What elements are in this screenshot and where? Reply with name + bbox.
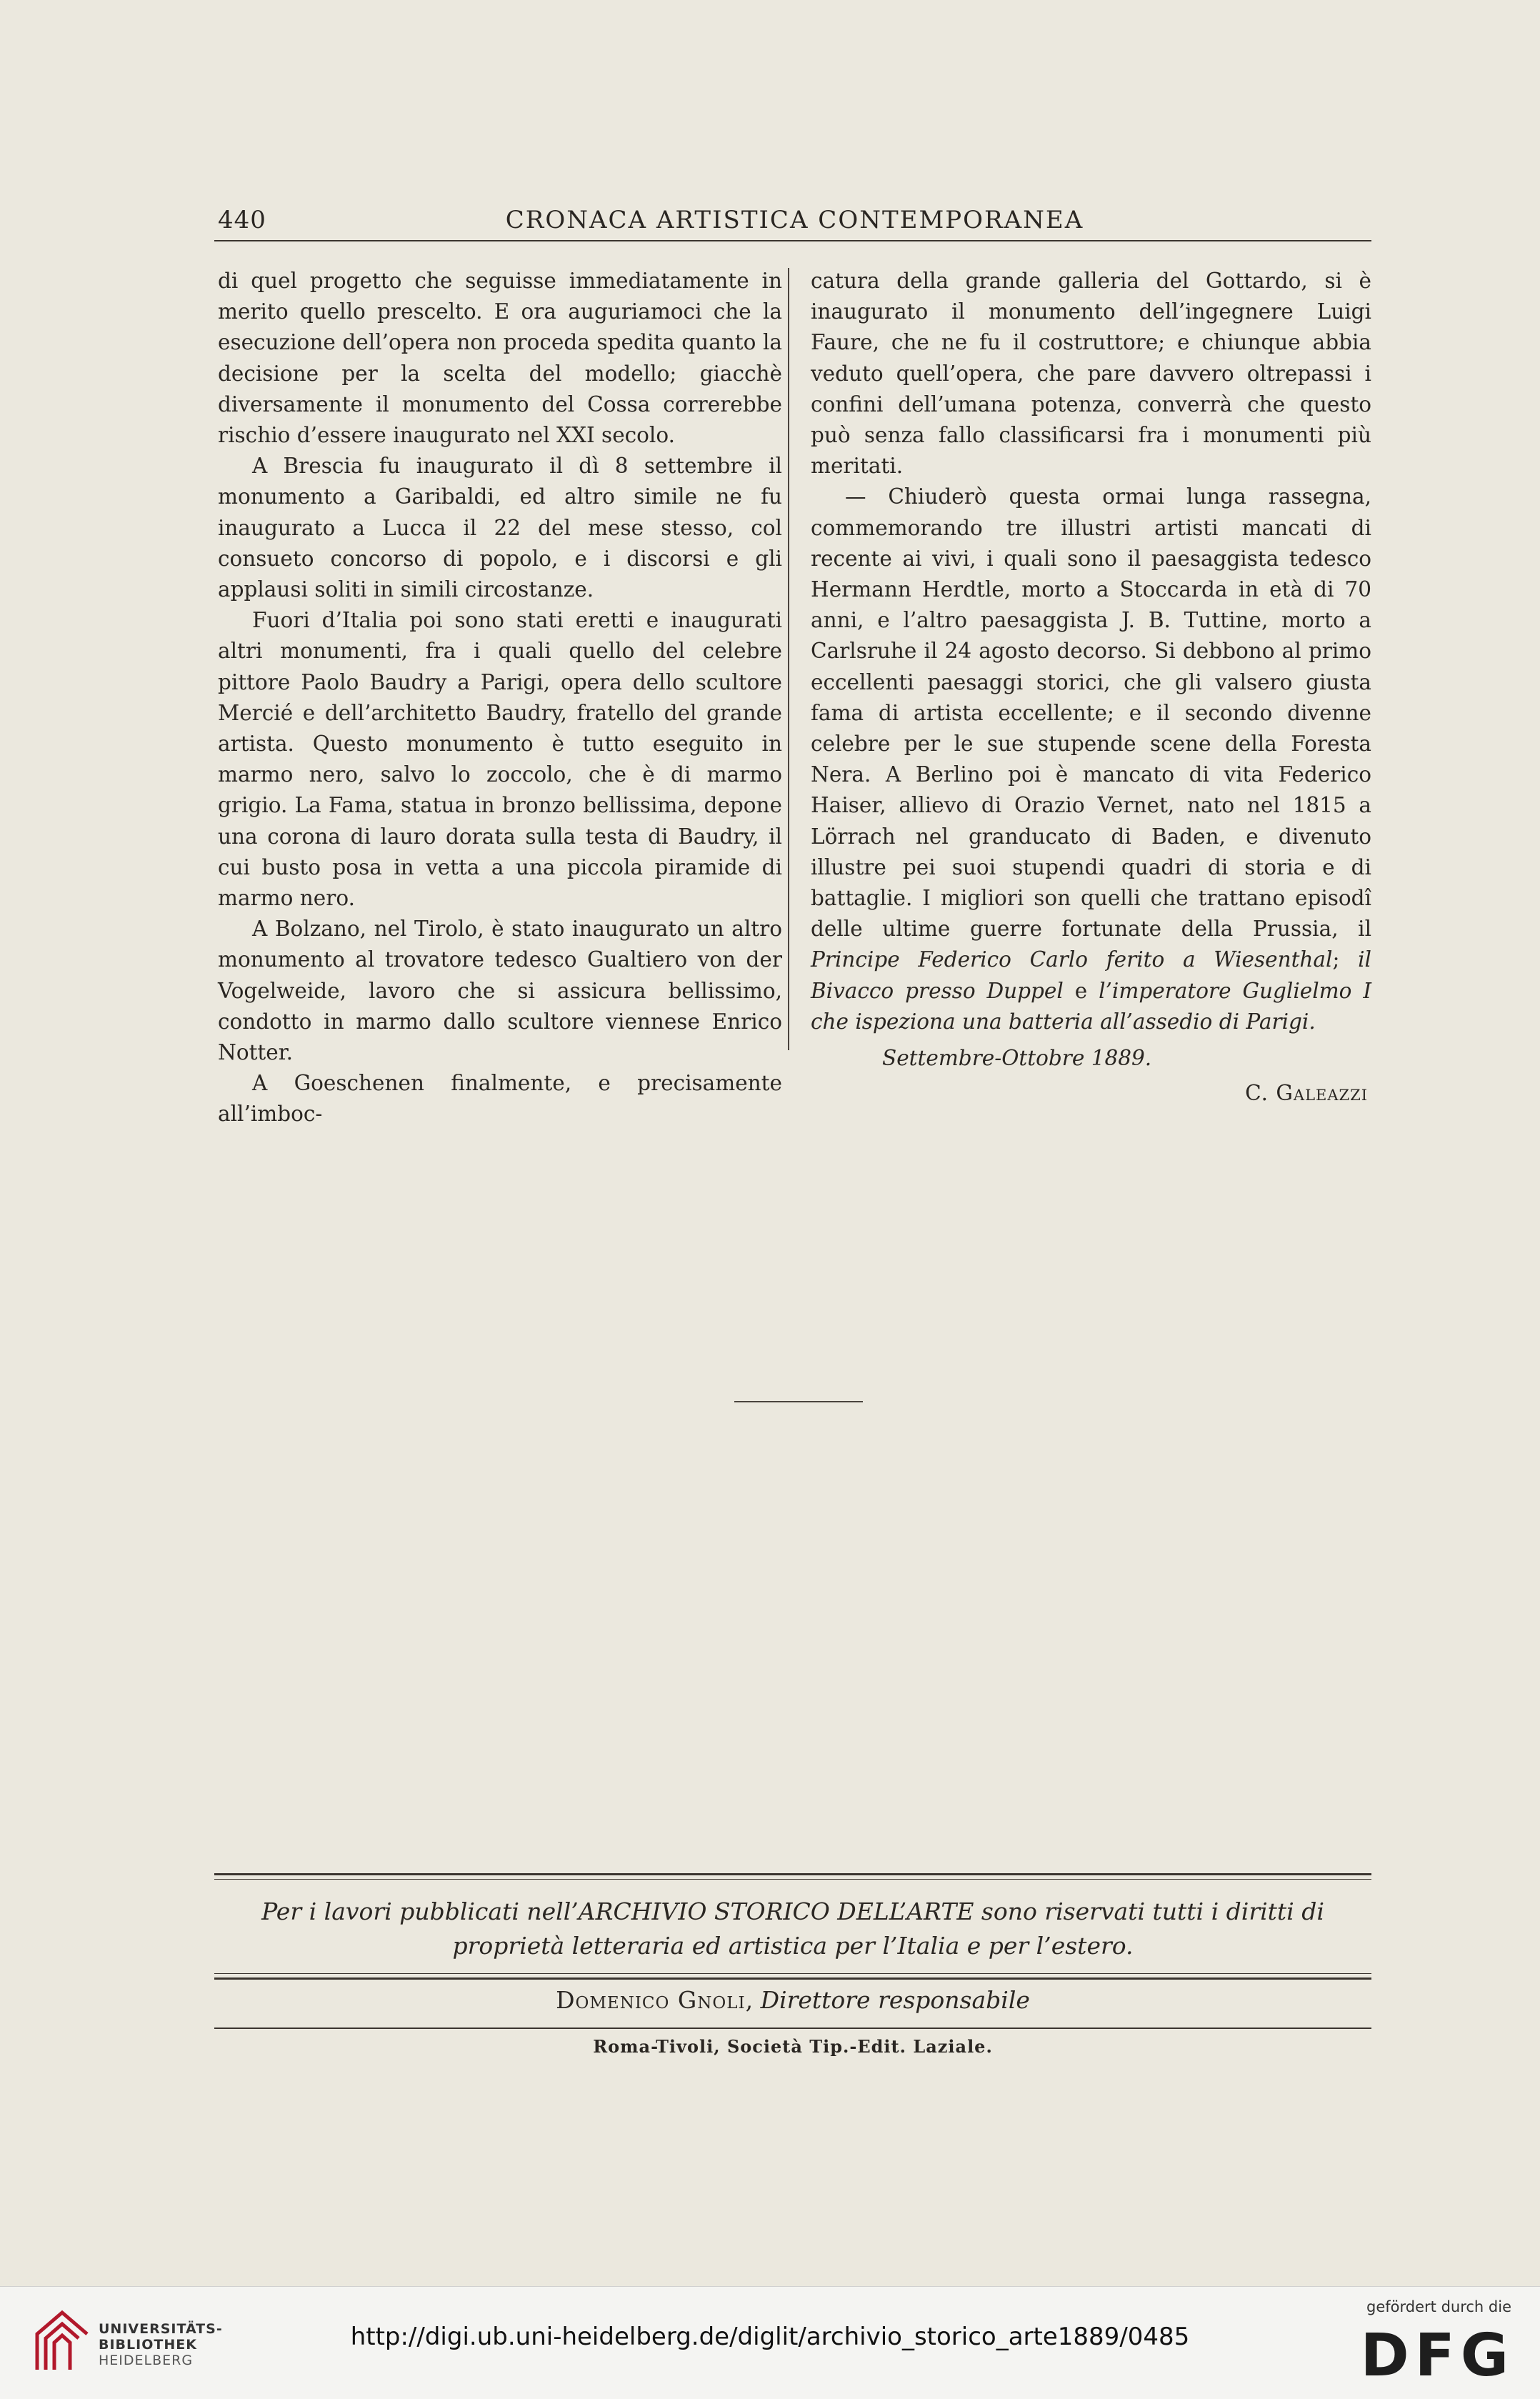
paragraph: catura della grande galleria del Gottardo, si è inaugurato il monumento dell’ingegnere Luigi Faure, che ne fu il costruttore; e chiunque abbia veduto quell’opera, che pare davvero oltrepassi i confini dell’umana potenza, converrà che questo può senza fallo classificarsi fra i monumenti più meritati. [811,269,1371,479]
editor-role: Direttore responsabile [760,1986,1030,2014]
page-number: 440 [218,206,266,234]
paragraph-text: — Chiuderò questa ormai lunga rassegna, commemorando tre illustri artisti mancati di recente ai vivi, i quali sono il paesaggista tedesco Hermann Herdtle, morto a Stoccarda in età di 70 anni, e l’altro paesaggista J. B. Tuttine, morto a Carlsruhe il 24 agosto decorso. Si debbono al primo eccellenti paesaggi storici, che gli valsero giusta fama di artista eccellente; e il secondo divenne celebre per le sue stupende scene della Foresta Nera. A Berlino poi è mancato di vita Federico Haiser, allievo di Orazio Vernet, nato nel 1815 a Lörrach nel granducato di Baden, e divenuto illustre pei suoi stupendi quadri di storia e di battaglie. I migliori son quelli che trattano episodî delle ultime guerre fortunate della Prussia, il [811,484,1371,942]
author-signature: C. Galeazzi [1245,1081,1368,1106]
section-divider [734,1401,863,1402]
paragraph [811,482,1371,1037]
date-line: Settembre-Ottobre 1889. [882,1046,1152,1071]
editor-name: Domenico Gnoli [556,1986,746,2014]
editor-line: Domenico Gnoli, Direttore responsabile [556,1986,1030,2014]
header-rule [214,240,1371,241]
paragraph: A Goeschenen finalmente, e precisamente all’imboc- [218,1071,782,1127]
rights-notice: Per i lavori pubblicati nell’ARCHIVIO STORICO DELL’ARTE sono riservati tutti i diritti di proprietà letteraria ed artistica per l’Italia e per l’estero. [261,1897,1324,1960]
paragraph: di quel progetto che seguisse immediatamente in merito quello prescelto. E ora auguriamoci che la esecuzione dell’opera non proceda spedita quanto la decisione per la scelta del modello; giacchè diversamente il monumento del Cossa correrebbe rischio d’essere inaugurato nel XXI secolo. [218,269,782,448]
viewer-footer [0,2286,1540,2399]
artwork-title: il Bivacco presso Duppel [811,947,1371,1003]
notice-top-rule [214,1873,1371,1875]
permalink-url[interactable]: http://digi.ub.uni-heidelberg.de/diglit/archivio_storico_arte1889/0485 [350,2323,1190,2351]
printer-line: Roma-Tivoli, Società Tip.-Edit. Laziale. [593,2036,993,2057]
separator: ; [1332,947,1359,972]
column-divider [788,268,789,1050]
artwork-title: Principe Federico Carlo ferito a Wiesenthal [811,947,1333,972]
left-column [218,266,782,1130]
dfg-caption: gefördert durch die [1366,2298,1511,2315]
paragraph: A Brescia fu inaugurato il dì 8 settembre il monumento a Garibaldi, ed altro simile ne fu inaugurato a Lucca il 22 del mese stesso, col consueto concorso di popolo, e i discorsi e gli applausi soliti in simili circostanze. [218,454,782,602]
library-name-line: BIBLIOTHEK [99,2337,197,2353]
notice-bottom-rule [214,1977,1371,1980]
notice-top-rule-thin [214,1879,1371,1880]
paragraph: Fuori d’Italia poi sono stati eretti e inaugurati altri monumenti, fra i quali quello del celebre pittore Paolo Baudry a Parigi, opera dello scultore Mercié e dell’architetto Baudry, fratello del grande artista. Questo monumento è tutto eseguito in marmo nero, salvo lo zoccolo, che è di marmo grigio. La Fama, statua in bronzo bellissima, depone una corona di lauro dorata sulla testa di Baudry, il cui busto posa in vetta a una piccola piramide di marmo nero. [218,608,782,911]
paragraph: A Bolzano, nel Tirolo, è stato inaugurato un altro monumento al trovatore tedesco Gualtiero von der Vogelweide, lavoro che si assicura bellissimo, condotto in marmo dallo scultore viennese Enrico Notter. [218,917,782,1065]
library-name-line: HEIDELBERG [99,2353,194,2368]
printer-rule [214,2028,1371,2029]
dfg-logo[interactable]: DFG [1360,2322,1514,2390]
notice-bottom-rule-thin [214,1973,1371,1974]
running-title: CRONACA ARTISTICA CONTEMPORANEA [505,206,1084,234]
artwork-title: l’imperatore Guglielmo I che ispeziona una batteria all’assedio di Parigi. [811,978,1371,1034]
library-name-line: UNIVERSITÄTS- [99,2321,223,2337]
running-head [218,206,1371,241]
right-column [811,266,1371,1109]
separator: e [1063,978,1099,1003]
